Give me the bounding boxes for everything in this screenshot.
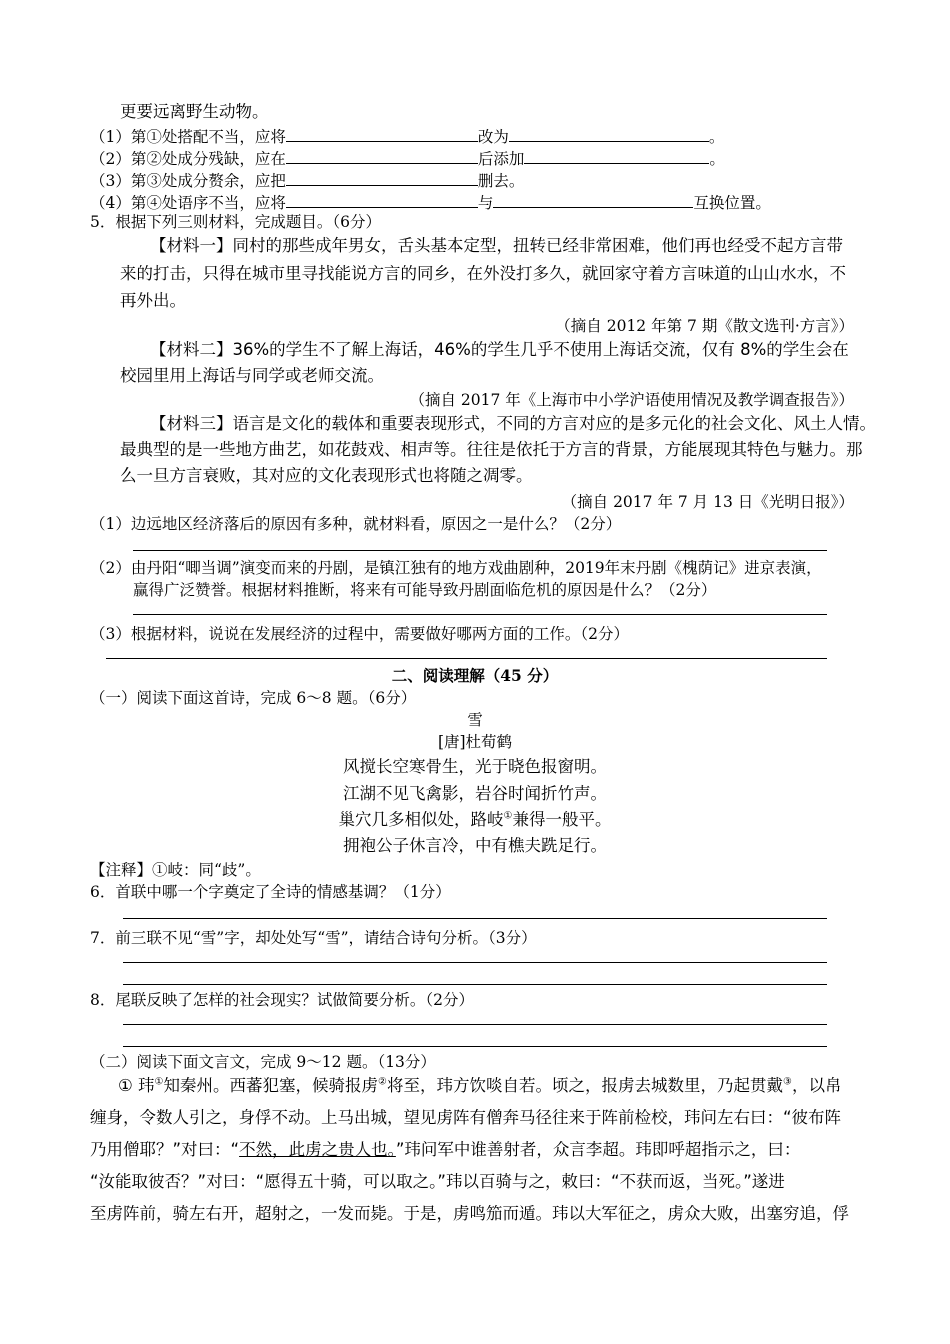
q4-item-1-label: （1）第①处搭配不当，应将 <box>90 128 286 146</box>
q5-sub-2-line-2: 赢得广泛赞誉。根据材料推断，将来有可能导致丹剧面临危机的原因是什么？（2分） <box>133 581 717 599</box>
footnote-marker: ① <box>154 1076 164 1088</box>
answer-line[interactable] <box>123 918 827 919</box>
q4-item-1 <box>90 126 724 147</box>
section-title: 二、阅读理解（45 分） <box>391 666 559 685</box>
q5-stem: 5．根据下列三则材料，完成题目。（6分） <box>90 213 381 231</box>
classical-text: 知秦州。西蕃犯塞，候骑报虏 <box>163 1076 379 1095</box>
classical-line: 至虏阵前，骑左右开，超射之，一发而毙。于是，虏鸣笳而遁。玮以大军征之，虏众大败，出塞穷追，俘 <box>90 1204 849 1223</box>
poem-line: 江湖不见飞禽影，岩谷时闻折竹声。 <box>343 784 607 803</box>
q4-carry-line: 更要远离野生动物。 <box>120 102 269 121</box>
answer-blank[interactable] <box>286 192 478 208</box>
answer-line[interactable] <box>123 962 827 963</box>
classical-line <box>118 1076 841 1096</box>
material-3-source: （摘自 2017 年 7 月 13 日《光明日报》） <box>561 493 854 511</box>
material-3-line: 【材料三】语言是文化的载体和重要表现形式，不同的方言对应的是多元化的社会文化、风土人情。 <box>150 414 876 433</box>
q4-item-3 <box>90 170 524 191</box>
classical-line: “汝能取彼否？”对曰：“愿得五十骑，可以取之。”玮以百骑与之，敕曰：“不获而返，当死。”遂进 <box>90 1172 785 1191</box>
poem-line-text: 巢穴几多相似处，路岐 <box>338 810 504 829</box>
q4-item-3-label: （3）第③处成分赘余，应把 <box>90 172 286 190</box>
material-1-source: （摘自 2012 年第 7 期《散文选刊·方言》） <box>555 317 854 335</box>
question-6: 6．首联中哪一个字奠定了全诗的情感基调？（1分） <box>90 883 451 901</box>
poem-line: 拥袍公子休言冷，中有樵夫跣足行。 <box>343 836 607 855</box>
classical-line <box>90 1140 800 1160</box>
q5-sub-3: （3）根据材料，说说在发展经济的过程中，需要做好哪两方面的工作。（2分） <box>90 625 629 643</box>
answer-blank[interactable] <box>493 192 693 208</box>
answer-line[interactable] <box>133 614 827 615</box>
answer-blank[interactable] <box>286 126 478 142</box>
material-2-line: 校园里用上海话与同学或老师交流。 <box>120 366 384 385</box>
footnote-marker: ③ <box>782 1076 792 1088</box>
q4-item-2-end: 。 <box>709 150 725 168</box>
answer-blank[interactable] <box>286 148 478 164</box>
poem-title: 雪 <box>467 711 483 729</box>
underlined-sentence: 不然，此虏之贵人也。 <box>239 1140 396 1159</box>
footnote-marker: ② <box>378 1076 387 1088</box>
q4-item-4-end: 互换位置。 <box>693 194 771 212</box>
q4-item-1-end: 。 <box>708 128 725 146</box>
answer-line[interactable] <box>123 1046 827 1047</box>
classical-line: 缠身，令数人引之，身俘不动。上马出城，望见虏阵有僧奔马径往来于阵前检校，玮问左右曰：“彼布阵 <box>90 1108 842 1127</box>
answer-line[interactable] <box>123 984 827 985</box>
poem-line-text: 兼得一般平。 <box>512 810 612 829</box>
classical-text: 将至，玮方饮啖自若。顷之，报虏去城数里，乃起贯戴 <box>386 1076 783 1095</box>
q4-item-4-mid: 与 <box>477 194 494 212</box>
material-1-line: 来的打击，只得在城市里寻找能说方言的同乡，在外没打多久，就回家守着方言味道的山山水水，不 <box>120 264 846 283</box>
classical-text: ，以帛 <box>791 1076 842 1095</box>
material-3-line: 么一旦方言衰败，其对应的文化表现形式也将随之凋零。 <box>120 466 533 485</box>
material-2-line: 【材料二】36%的学生不了解上海话，46%的学生几乎不使用上海话交流，仅有 8%的学生会在 <box>150 340 849 359</box>
classical-text: ”玮问军中谁善射者，众言李超。玮即呼超指示之，曰： <box>395 1140 801 1159</box>
poem-line: 风搅长空寒骨生，光于晓色报窗明。 <box>343 757 607 776</box>
material-1-line: 【材料一】同村的那些成年男女，舌头基本定型，扭转已经非常困难，他们再也经受不起方言带 <box>150 236 843 255</box>
answer-line[interactable] <box>133 550 827 551</box>
q4-item-2-mid: 后添加 <box>477 150 525 168</box>
classical-text: 乃用僧耶？”对曰：“ <box>90 1140 240 1159</box>
footnote-marker: ① <box>503 810 513 822</box>
poem-author: [唐]杜荀鹤 <box>437 733 513 751</box>
answer-blank[interactable] <box>286 170 478 186</box>
q4-item-2 <box>90 148 725 169</box>
material-2-source: （摘自 2017 年《上海市中小学沪语使用情况及教学调查报告》） <box>409 391 854 409</box>
q4-item-1-mid: 改为 <box>477 128 509 146</box>
answer-line[interactable] <box>106 658 827 659</box>
answer-blank[interactable] <box>524 148 709 164</box>
poem-note: 【注释】①岐：同“歧”。 <box>90 861 261 879</box>
answer-line[interactable] <box>123 1024 827 1025</box>
question-7: 7．前三联不见“雪”字，却处处写“雪”，请结合诗句分析。（3分） <box>90 929 537 947</box>
answer-blank[interactable] <box>509 126 709 142</box>
material-1-line: 再外出。 <box>120 291 186 310</box>
q5-sub-2-line-1: （2）由丹阳“唧当调”演变而来的丹剧，是镇江独有的地方戏曲剧种，2019年末丹剧《槐荫记》进京表演， <box>90 559 822 577</box>
q4-item-2-label: （2）第②处成分残缺，应在 <box>90 150 286 168</box>
q5-sub-1: （1）边远地区经济落后的原因有多种，就材料看，原因之一是什么？（2分） <box>90 515 622 533</box>
poem-line <box>0 810 950 830</box>
q4-item-4 <box>90 192 771 213</box>
q4-item-4-label: （4）第④处语序不当，应将 <box>90 194 286 212</box>
part-2-heading: （二）阅读下面文言文，完成 9～12 题。（13分） <box>90 1053 436 1071</box>
classical-text: ① 玮 <box>118 1076 155 1095</box>
material-3-line: 最典型的是一些地方曲艺，如花鼓戏、相声等。往往是依托于方言的背景，方能展现其特色与魅力。那 <box>120 440 863 459</box>
question-8: 8．尾联反映了怎样的社会现实？试做简要分析。（2分） <box>90 991 474 1009</box>
part-1-heading: （一）阅读下面这首诗，完成 6～8 题。（6分） <box>90 689 417 707</box>
q4-item-3-mid: 删去。 <box>477 172 525 190</box>
